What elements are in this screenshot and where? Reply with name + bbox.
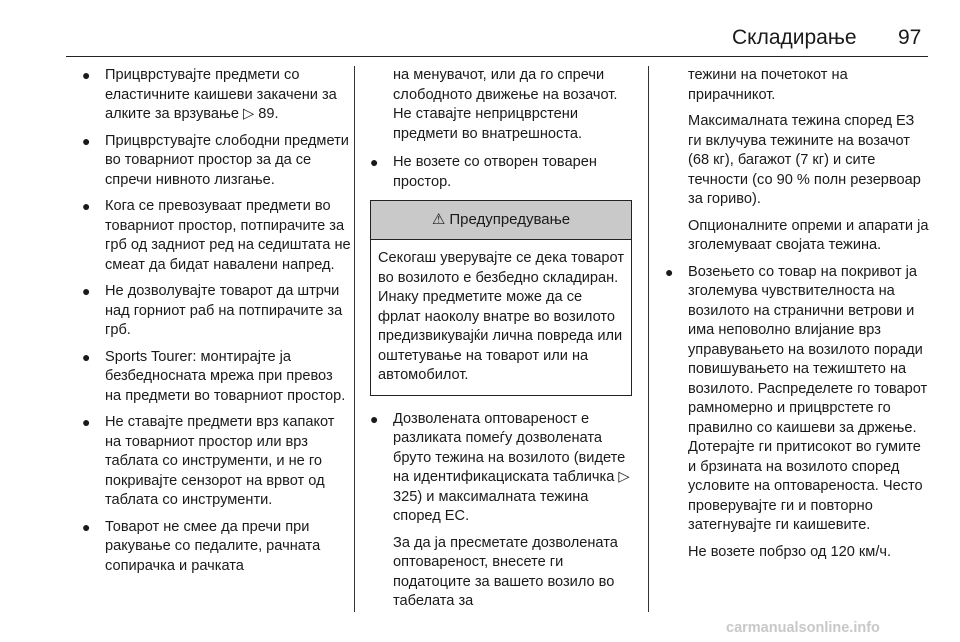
list-item: ● Прицврстувајте предмети со еластичните каишеви закачени за алките за врзување ▷ 89. — [82, 67, 337, 122]
bullet-icon: ● — [82, 414, 91, 430]
header-divider — [66, 56, 928, 57]
list-item: ● Кога се превозуваат предмети во товарниот простор, потпирачите за грб од задниот ред на седиштата не смеат да бидат навалени напред. — [82, 198, 351, 273]
continuation-text: на менувачот, или да го спречи слободното движење на возачот. Не ставајте неприцврстени предмети во внатрешноста. — [393, 67, 618, 142]
continuation-text: тежини на почетокот на прирачникот. — [688, 67, 848, 103]
warning-icon: ⚠ — [431, 211, 446, 229]
list-item: ● Товарот не смее да пречи при ракување со педалите, рачната сопирачка и рачката — [82, 518, 321, 574]
column-2 — [370, 66, 632, 619]
list-item: ● Не возете со отворен товарен простор. — [370, 154, 597, 190]
bullet-icon: ● — [82, 67, 91, 83]
list-item: ● Не ставајте предмети врз капакот на товарниот простор или врз таблата со инструменти, и не го покривајте сензорот на врвот од таблата со инструменти. — [82, 414, 335, 508]
payload-paragraph: За да ја пресметате дозволената оптовареност, внесете ги податоците за вашето возило во табелата за — [393, 534, 618, 609]
bullet-icon: ● — [82, 283, 91, 299]
page-number: 97 — [898, 26, 922, 49]
warning-box — [370, 200, 632, 396]
column-3 — [665, 66, 930, 569]
column-divider-1 — [354, 66, 355, 612]
list-item: ● Прицврстувајте слободни предмети во товарниот простор за да се спречи нивното лизгање. — [82, 132, 349, 188]
list-item: ● Дозволената оптовареност е разликата помеѓу дозволената бруто тежина на возилото (видете на идентификациската табличка ▷ 325) и максималната тежина според ЕС. — [370, 410, 630, 524]
speed-paragraph: Не возете побрзо од 120 км/ч. — [688, 543, 892, 560]
page-title: Складирање — [732, 26, 857, 49]
column-1 — [82, 66, 352, 583]
bullet-icon: ● — [82, 348, 91, 365]
options-paragraph: Опционалните опреми и апарати ја зголемуваат својата тежина. — [688, 217, 929, 253]
bullet-icon: ● — [82, 518, 91, 535]
bullet-icon: ● — [370, 154, 379, 170]
list-item: ● Sports Tourer: монтирајте ја безбедносната мрежа при превоз на предмети во товарниот простор. — [82, 348, 346, 404]
warning-body: Секогаш уверувајте се дека товарот во возилото е безбедно складиран. Инаку предметите може да се фрлат наоколу внатре во возилото предизвикувајќи лична повреда или оштетување на товарот или на автомобилот. — [378, 250, 625, 383]
warning-header — [371, 201, 631, 240]
bullet-icon: ● — [665, 263, 674, 280]
bullet-icon: ● — [82, 132, 91, 149]
warning-title: Предупредување — [449, 211, 571, 229]
bullet-icon: ● — [370, 410, 379, 427]
list-item: ● Не дозволувајте товарот да штрчи над горниот раб на потпирачите за грб. — [82, 283, 343, 338]
list-item: ● Возењето со товар на покривот ја зголемува чувствителноста на возилото на странични ветрови и има неповолно влијание врз управувањето на возилото поради повишувањето на тежиштето на возилото. Распределете го товарот рамномерно и прицврстете го правилно со каишеви за држење. Дотерајте ги притисокот во гумите и брзината на возилото според условите на оптовареноста. Често проверувајте ги и повторно затегнувајте ги каишевите. — [665, 263, 928, 533]
bullet-icon: ● — [82, 198, 91, 214]
watermark: carmanualsonline.info — [726, 620, 880, 636]
max-weight-paragraph: Максималната тежина според ЕЗ ги вклучува тежините на возачот (68 кг), багажот (7 кг) и сите течности (со 90 % полн резервоар за гориво). — [688, 113, 921, 207]
column-divider-2 — [648, 66, 649, 612]
